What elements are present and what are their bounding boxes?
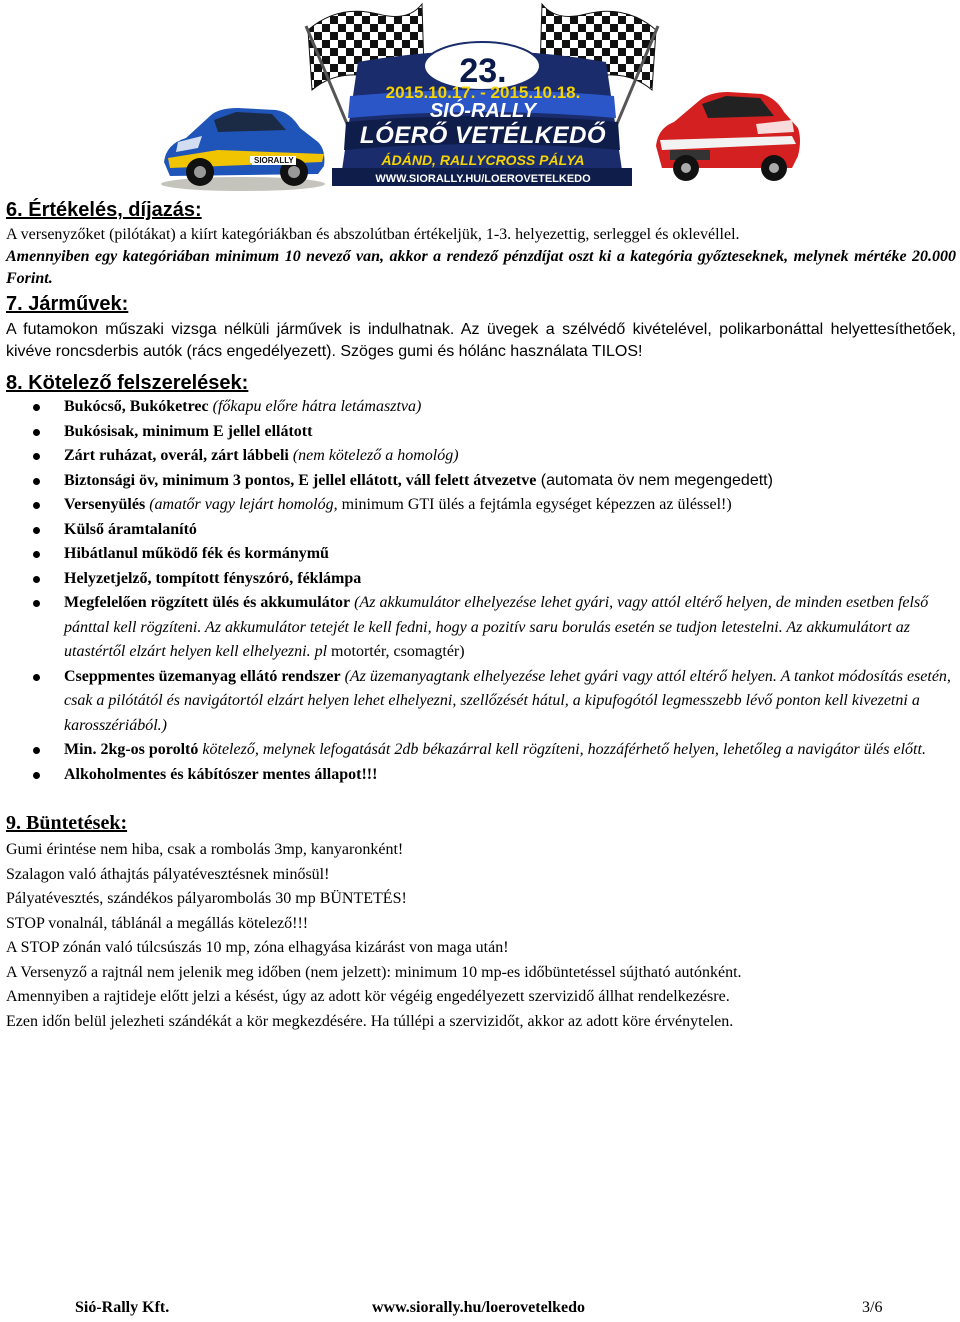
document-content <box>6 198 956 1034</box>
logo-dates: 2015.10.17. - 2015.10.18. <box>385 83 581 102</box>
equipment-item <box>6 420 956 445</box>
car-plate-label: SIORALLY <box>254 156 294 165</box>
penalty-line: Amennyiben a rajtideje előtt jelzi a késést, úgy az adott kör végéig engedélyezett szervizidő állhat rendelkezésre. <box>6 988 730 1005</box>
equipment-item <box>6 567 956 592</box>
logo-event-name: LÓERŐ VETÉLKEDŐ <box>359 122 607 149</box>
item-italic-text: (Az üzemanyagtank elhelyezése lehet gyári vagy attól eltérő helyen. A tankot módosítás esetén, csak a pilótától és navigátortól elzárt helyen lehet elhelyezni, szellőzését hátul, a kipufogótól legmesszebb lévő ponton kell kivezetni a karosszériából.) <box>64 667 951 734</box>
footer-url: www.siorally.hu/loerovetelkedo <box>372 1299 586 1316</box>
bullet-icon <box>33 600 40 607</box>
section-penalties <box>6 811 956 1034</box>
section-6-paragraph-1: A versenyzőket (pilótákat) a kiírt kategóriákban és abszolútban értékeljük, 1-3. helyezettig, serleggel és oklevéllel. <box>6 226 740 243</box>
logo-venue: ÁDÁND, RALLYCROSS PÁLYA <box>381 152 585 168</box>
bullet-icon <box>33 527 40 534</box>
equipment-item <box>6 518 956 543</box>
logo-edition-number: 23. <box>459 52 507 90</box>
equipment-item <box>6 542 956 567</box>
bullet-icon <box>33 453 40 460</box>
bullet-icon <box>33 576 40 583</box>
item-bold-text: Min. 2kg-os poroltó <box>64 741 199 758</box>
red-rally-car-image <box>652 80 802 184</box>
section-vehicles <box>6 292 956 363</box>
item-bold-text: Zárt ruházat, overál, zárt lábbeli <box>64 447 289 464</box>
bullet-icon <box>33 551 40 558</box>
section-7-paragraph: A futamokon műszaki vizsga nélküli járművek is indulhatnak. Az üvegek a szélvédő kivételével, polikarbonáttal helyettesíthetőek, kivéve roncsderbis autók (rács engedélyezett). Szöges gumi és hólánc használata TILOS! <box>6 321 956 360</box>
section-6-paragraph-2: Amennyiben egy kategóriában minimum 10 nevező van, akkor a rendező pénzdíjat oszt ki a kategória győzteseknek, melynek mértéke 20.000 Forint. <box>6 248 956 287</box>
penalty-line: Pályatévesztés, szándékos pályarombolás 30 mp BÜNTETÉS! <box>6 890 407 907</box>
equipment-item <box>6 665 956 739</box>
section-8-title: 8. Kötelező felszerelések: <box>6 372 249 394</box>
event-logo <box>298 0 666 196</box>
section-evaluation <box>6 198 956 290</box>
bullet-icon <box>33 772 40 779</box>
penalty-line: Szalagon való áthajtás pályatévesztésnek minősül! <box>6 865 330 883</box>
equipment-item <box>6 763 956 788</box>
bullet-icon <box>33 429 40 436</box>
equipment-item <box>6 738 956 763</box>
equipment-list <box>6 395 956 787</box>
item-italic-text: (nem kötelező a homológ) <box>288 447 459 464</box>
section-9-title: 9. Büntetések: <box>6 812 128 834</box>
footer-company: Sió-Rally Kft. <box>75 1299 170 1316</box>
equipment-item <box>6 469 956 494</box>
bullet-icon <box>33 502 40 509</box>
item-normal-text: motortér, csomagtér) <box>327 643 465 660</box>
header-banner <box>0 0 960 200</box>
item-bold-text: Biztonsági öv, minimum 3 pontos, E jellel ellátott, váll felett átvezetve <box>64 471 537 489</box>
logo-url: WWW.SIORALLY.HU/LOEROVETELKEDO <box>375 173 591 185</box>
item-bold-text: Versenyülés <box>64 496 146 513</box>
item-bold-text: Bukócső, Bukóketrec <box>64 398 209 415</box>
item-bold-text: Alkoholmentes és kábítószer mentes állapot!!! <box>64 765 378 783</box>
item-normal-text: (automata öv nem megengedett) <box>536 471 773 489</box>
penalty-line: A Versenyző a rajtnál nem jelenik meg időben (nem jelzett): minimum 10 mp-es időbüntetéssel sújtható autónként. <box>6 963 742 981</box>
penalty-list <box>6 838 956 1034</box>
item-bold-text: Bukósisak, minimum E jellel ellátott <box>64 422 313 440</box>
penalty-line: Ezen időn belül jelezheti szándékát a kör megkezdésére. Ha túllépi a szervizidőt, akkor az adott köre érvénytelen. <box>6 1012 734 1030</box>
item-bold-text: Külső áramtalanító <box>64 520 197 538</box>
item-bold-text: Helyzetjelző, tompított fényszóró, féklámpa <box>64 569 362 587</box>
footer-page-number: 3/6 <box>862 1299 883 1316</box>
section-mandatory-equipment <box>6 371 956 787</box>
bullet-icon <box>33 674 40 681</box>
bullet-icon <box>33 478 40 485</box>
bullet-icon <box>33 747 40 754</box>
bullet-icon <box>33 404 40 411</box>
item-bold-text: Hibátlanul működő fék és kormánymű <box>64 545 329 562</box>
item-italic-text: (főkapu előre hátra letámasztva) <box>208 398 422 415</box>
section-7-title: 7. Járművek: <box>6 293 129 315</box>
equipment-item <box>6 493 956 518</box>
item-italic-text: (amatőr vagy lejárt homológ, <box>145 496 342 513</box>
equipment-item <box>6 395 956 420</box>
logo-brand-name: SIÓ-RALLY <box>429 100 537 122</box>
equipment-item <box>6 591 956 665</box>
item-normal-text: minimum GTI ülés a fejtámla egységet képezzen az üléssel!) <box>341 496 732 513</box>
penalty-line: Gumi érintése nem hiba, csak a rombolás 3mp, kanyaronként! <box>6 841 404 858</box>
item-italic-text: kötelező, melynek lefogatását 2db békazárral kell rögzíteni, hozzáférhető helyen, lehetőleg a navigátor ülés előtt. <box>198 741 926 758</box>
item-bold-text: Cseppmentes üzemanyag ellátó rendszer <box>64 667 341 685</box>
penalty-line: STOP vonalnál, táblánál a megállás kötelező!!! <box>6 914 309 932</box>
item-italic-text: (Az akkumulátor elhelyezése lehet gyári, vagy attól eltérő helyen, de minden esetben felső pánttal kell rögzíteni. Az akkumulátor tetejét le kell fedni, hogy a pozitív saru borulás esetén se tudjon letestelni. Az akkumulátort az utastértől elzárt helyen kell elhelyezni. pl <box>64 594 929 660</box>
section-6-title: 6. Értékelés, díjazás: <box>6 199 202 221</box>
item-bold-text: Megfelelően rögzített ülés és akkumulátor <box>64 594 351 611</box>
penalty-line: A STOP zónán való túlcsúszás 10 mp, zóna elhagyása kizárást von maga után! <box>6 939 509 956</box>
equipment-item <box>6 444 956 469</box>
